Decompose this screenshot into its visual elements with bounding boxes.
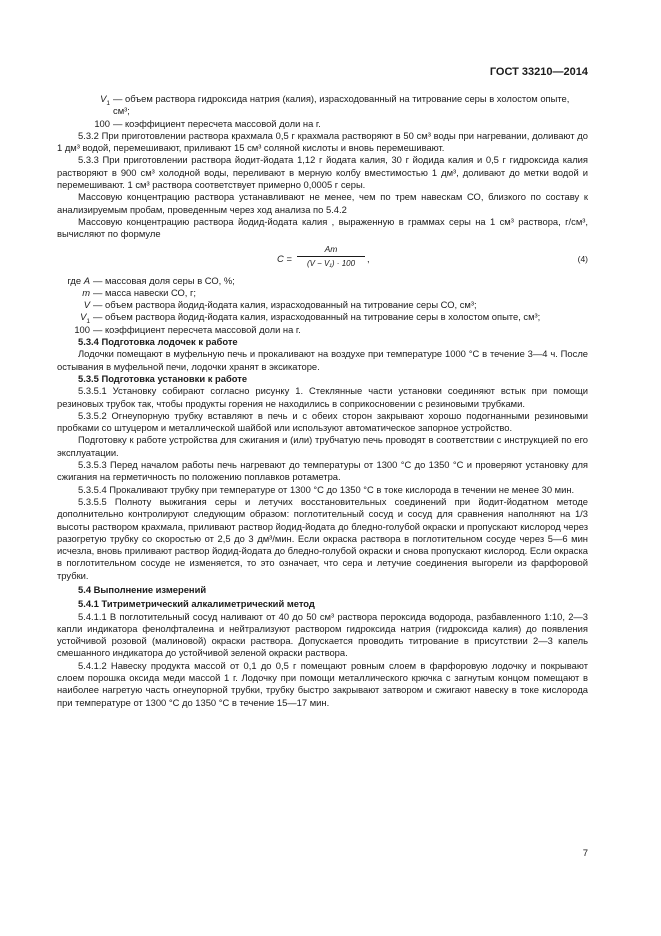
- paragraphs-5-3-2-5-3-3: [57, 130, 588, 241]
- paragraph: 5.3.2 При приготовлении раствора крахмала 0,5 г крахмала растворяют в 50 см³ воды при нагревании, доливают до 1 дм³ водой, перемешивают, приливают 15 см³ соляной кислоты и вновь перемешивают.: [57, 129, 588, 154]
- formula-trail: ,: [367, 252, 370, 264]
- paragraph: Массовую концентрацию раствора устанавливают не менее, чем по трем навескам СО, близкого по составу к анализируемым пробам, проведенным через ход анализа по 5.4.2: [57, 191, 588, 215]
- formula-number: (4): [577, 253, 588, 264]
- document-body: [57, 93, 588, 709]
- heading-5-4-1: 5.4.1 Титриметрический алкалиметрический метод: [78, 598, 315, 610]
- formula-numerator: Am: [297, 243, 365, 257]
- definition-symbol: [57, 275, 93, 287]
- definition-row: [57, 287, 588, 299]
- definition-symbol: [57, 324, 93, 336]
- formula-denominator: (V − V₁) · 100: [306, 258, 356, 268]
- symbol-letter: V: [80, 311, 87, 323]
- paragraph-5-3-4: Лодочки помещают в муфельную печь и прокаливают на воздухе при температуре 1000 °С в течение 3—4 ч. После остывания в муфельной печи, лодочки хранят в эксикаторе.: [57, 348, 588, 372]
- paragraph: 5.4.1.2 Навеску продукта массой от 0,1 до 0,5 г помещают ровным слоем в фарфоровую лодочку и покрывают слоем порошка оксида меди массой 1 г. Лодочку при помощи металлического крючка с загнутым концом помещают в наиболее нагретую часть огнеупорной трубки, трубку быстро закрывают затвором и сжигают навеску в токе кислорода при температуре от 1300 °С до 1350 °С в течение 15—17 мин.: [57, 659, 588, 708]
- definition-row: [57, 299, 588, 311]
- symbol-letter: 100: [94, 117, 110, 129]
- formula-4: [57, 243, 588, 273]
- definition-symbol: [57, 287, 93, 299]
- paragraph: Подготовку к работе устройства для сжигания и (или) трубчатую печь проводят в соответствии с инструкцией по его эксплуатации.: [57, 434, 588, 458]
- definition-text: — объем раствора йодид-йодата калия, израсходованный на титрование серы СО, см³;: [93, 299, 477, 311]
- paragraph: 5.3.5.3 Перед началом работы печь нагревают до температуры от 1300 °С до 1350 °С и проверяют установку для сжигания на герметичность по положению поплавков ротаметра.: [57, 459, 588, 483]
- symbol-letter: 100: [74, 323, 90, 335]
- symbol-subscript: 1: [86, 318, 90, 326]
- definitions-block-2: [57, 275, 588, 336]
- paragraph: Массовую концентрацию раствора йодид-йодата калия , выраженную в граммах серы на 1 см³ раствора, г/см³, вычисляют по формуле: [57, 215, 588, 240]
- definition-row: [57, 311, 588, 326]
- definition-symbol: [57, 299, 93, 311]
- formula-lhs: C =: [277, 252, 292, 264]
- definition-text: — коэффициент пересчета массовой доли на г.: [93, 323, 301, 335]
- paragraph: 5.3.5.5 Полноту выжигания серы и летучих восстановительных соединений при йодит-йодатном методе дополнительно контролируют следующим образом: поглотительный сосуд и сосуд для сравнения наполняют на 1/3 высоты раствором крахмала, приливают раствор йодид-йодата до бледно-голубой окраски и пропускают кислород через разогретую трубку со скоростью от 2,5 до 3 дм³/мин. Если окраска раствора в поглотительном сосуде через 5—6 мин исчезла, вновь приливают раствор йодид-йодата до бледно-голубой окраски и снова пропускают кислород. Если окраска в поглотительном сосуде не изменяется, то это означает, что сера и летучие соединения выгорели из фарфоровой трубки.: [57, 495, 588, 581]
- symbol-letter: A: [83, 274, 90, 286]
- definition-symbol: [57, 311, 93, 326]
- symbol-letter: m: [82, 286, 90, 298]
- definition-symbol: [57, 93, 113, 118]
- heading-5-3-4: 5.3.4 Подготовка лодочек к работе: [78, 336, 238, 348]
- definition-text: — объем раствора гидроксида натрия (калия), израсходованный на титрование серы в холостом опыте, см³;: [113, 93, 570, 117]
- definition-row: [57, 118, 588, 130]
- symbol-letter: V: [100, 93, 107, 104]
- paragraphs-5-3-5: [57, 385, 588, 582]
- symbol-subscript: 1: [106, 99, 110, 107]
- paragraph: 5.3.5.4 Прокаливают трубку при температуре от 1300 °С до 1350 °С в токе кислорода в течении не менее 30 мин.: [78, 483, 575, 495]
- heading-5-3-5: 5.3.5 Подготовка установки к работе: [78, 372, 248, 384]
- paragraph: 5.4.1.1 В поглотительный сосуд наливают от 40 до 50 см³ раствора пероксида водорода, разбавленного 1:10, 2—3 капли индикатора фенолфталеина и нейтрализуют раствором гидроксида натрия (гидроксида калия) до появления устойчивой розовой (малиновой) окраски раствора. Допускается проводить титрование в присутствии 2—3 капель смешанного индикатора до устойчивой зеленой окраски раствора.: [57, 610, 588, 659]
- definition-text: — массовая доля серы в СО, %;: [93, 274, 235, 286]
- definition-lead: где: [67, 274, 82, 286]
- definition-symbol: [57, 118, 113, 130]
- definition-row: [57, 93, 588, 118]
- paragraph: 5.3.3 При приготовлении раствора йодит-йодата 1,12 г йодата калия, 30 г йодида калия и 0,5 г гидроксида калия растворяют в 900 см³ холодной воды, переливают в мерную колбу вместимостью 1 дм³, доливают до метки водой и перемешивают. 1 см³ раствора соответствует примерно 0,0005 г серы.: [57, 154, 588, 191]
- definition-row: [57, 324, 588, 336]
- definition-text: — объем раствора йодид-йодата калия, израсходованный на титрование серы в холостом опыте, см³;: [93, 311, 541, 323]
- definitions-block-1: [57, 93, 588, 130]
- symbol-letter: V: [83, 299, 90, 311]
- page-number: 7: [582, 848, 588, 859]
- definition-text: — коэффициент пересчета массовой доли на г.: [113, 117, 321, 129]
- paragraphs-5-4-1: [57, 611, 588, 709]
- definition-text: — масса навески СО, г;: [93, 286, 197, 298]
- paragraph: 5.3.5.1 Установку собирают согласно рисунку 1. Стеклянные части установки соединяют встык при помощи резиновых трубок так, чтобы продукты горения не находились в соприкосновении с резиновыми трубками.: [57, 385, 588, 409]
- heading-5-4: 5.4 Выполнение измерений: [78, 583, 207, 595]
- document-id-header: ГОСТ 33210—2014: [489, 66, 588, 78]
- definition-row: [57, 275, 588, 287]
- formula-fraction: [297, 243, 365, 271]
- paragraph: 5.3.5.2 Огнеупорную трубку вставляют в печь и с обеих сторон закрывают хорошо подогнанными резиновыми пробками со штуцером и металлической шайбой или используют автоматическое запорное устройство.: [57, 409, 588, 434]
